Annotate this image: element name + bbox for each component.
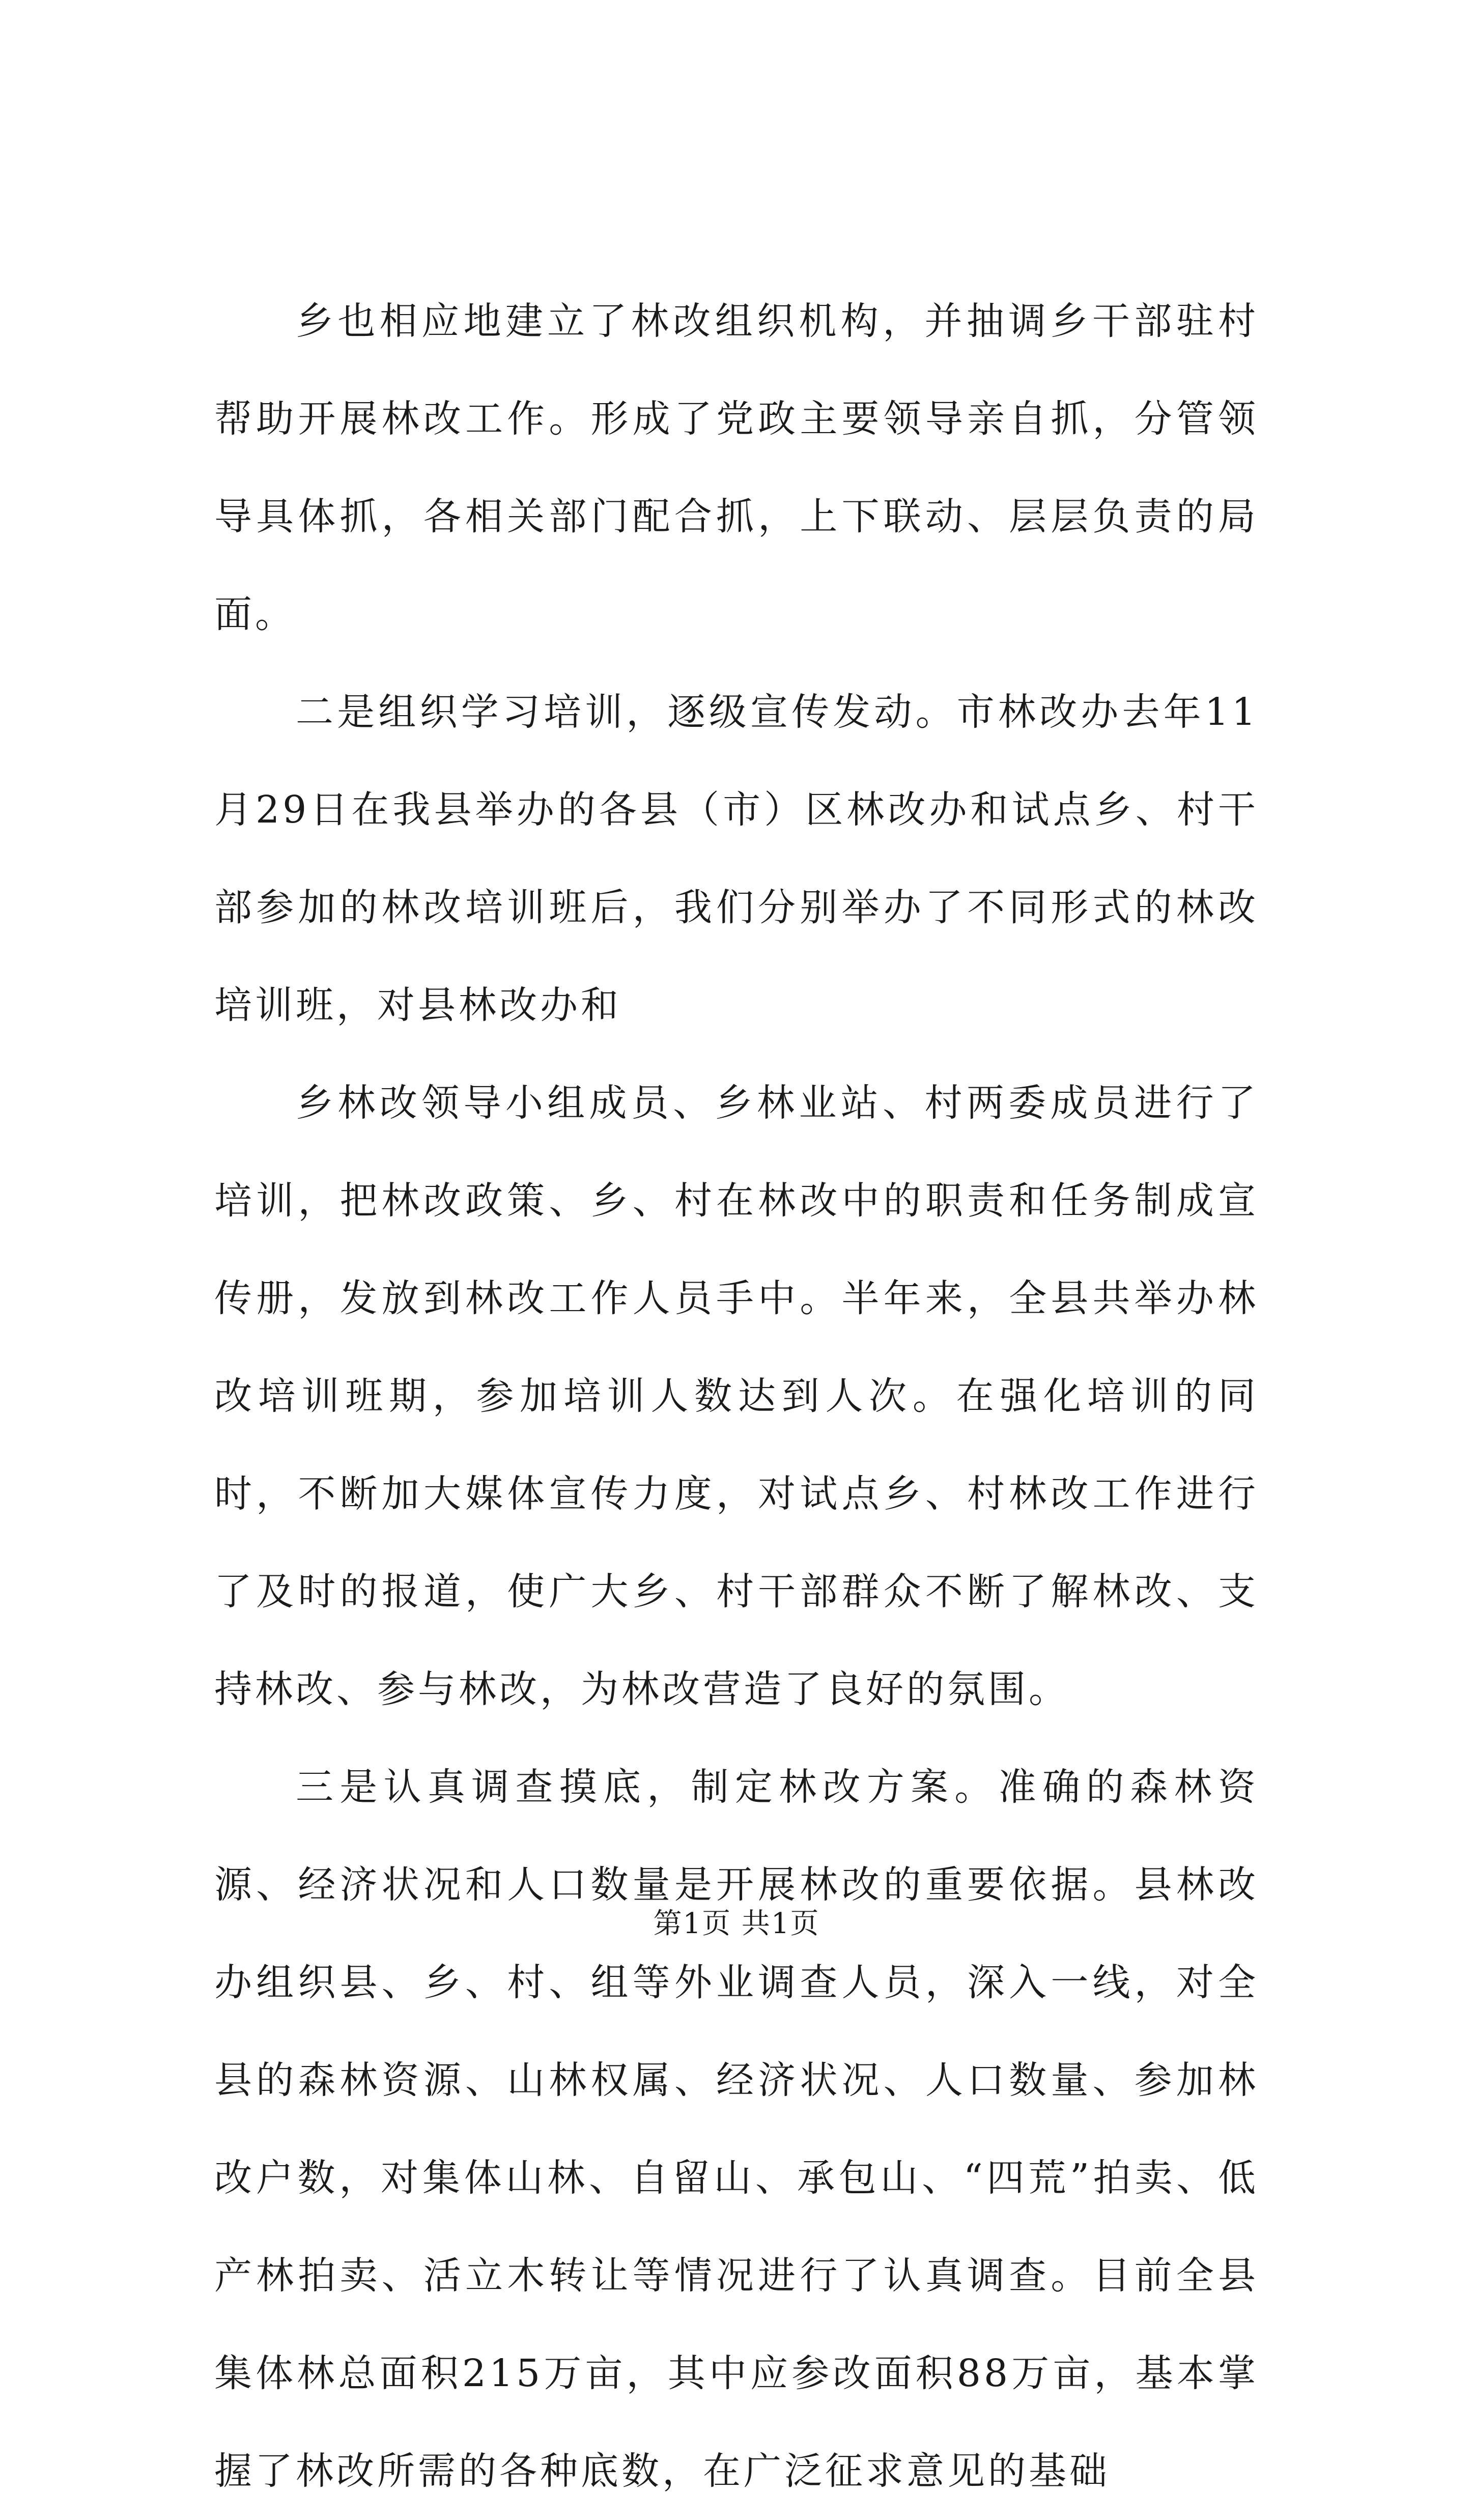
paragraph-1: 乡也相应地建立了林改组织机构，并抽调乡干部驻村帮助开展林改工作。形成了党政主要领导亲自抓，分管领导具体抓，各相关部门配合抓，上下联动、层层负责的局面。 xyxy=(214,299,1259,636)
page-footer: 第1页 共1页 xyxy=(653,1907,820,1940)
paragraph-4: 三是认真调查摸底，制定林改方案。准确的森林资源、经济状况和人口数量是开展林改的重要依据。县林改办组织县、乡、村、组等外业调查人员，深入一线，对全县的森林资源、山林权属、经济状况、人口数量、参加林改户数，对集体山林、自留山、承包山、“四荒”拍卖、低产林拍卖、活立木转让等情况进行了认真调查。目前全县集体林总面积215万亩，其中应参改面积88万亩，基本掌握了林改所需的各种底数，在广泛征求意见的基础 xyxy=(214,1765,1259,2493)
paragraph-2: 二是组织学习培训，逐级宣传发动。市林改办去年11月29日在我县举办的各县（市）区林改办和试点乡、村干部参加的林改培训班后，我们分别举办了不同形式的林改培训班，对县林改办和 xyxy=(214,690,1259,1027)
paragraph-3: 乡林改领导小组成员、乡林业站、村两委成员进行了培训，把林改政策、乡、村在林改中的职责和任务制成宣传册，发放到林改工作人员手中。半年来，全县共举办林改培训班期，参加培训人数达到人次。在强化培训的同时，不断加大媒体宣传力度，对试点乡、村林改工作进行了及时的报道，使广大乡、村干部群众不断了解林改、支持林改、参与林改，为林改营造了良好的氛围。 xyxy=(214,1081,1259,1711)
document-body xyxy=(214,272,1259,2520)
